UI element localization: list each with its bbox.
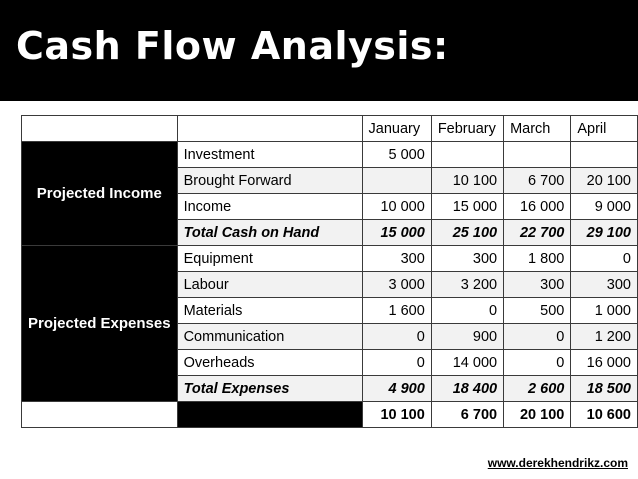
closing-label-cell [177, 402, 362, 428]
table-cell: 0 [362, 350, 431, 376]
row-label: Materials [177, 298, 362, 324]
row-label: Brought Forward [177, 168, 362, 194]
table-cell: 300 [571, 272, 638, 298]
month-header-february: February [431, 116, 503, 142]
table-cell: 0 [431, 298, 503, 324]
row-label: Overheads [177, 350, 362, 376]
month-header-january: January [362, 116, 431, 142]
table-cell: 20 100 [504, 402, 571, 428]
row-label: Labour [177, 272, 362, 298]
table-cell [362, 168, 431, 194]
table-cell: 900 [431, 324, 503, 350]
header-row [22, 116, 638, 142]
table-cell: 1 800 [504, 246, 571, 272]
label-header-cell [177, 116, 362, 142]
table-cell: 3 000 [362, 272, 431, 298]
table-cell: 29 100 [571, 220, 638, 246]
cash-flow-table [21, 115, 638, 428]
table-cell: 20 100 [571, 168, 638, 194]
table-cell: 4 900 [362, 376, 431, 402]
table-cell: 22 700 [504, 220, 571, 246]
footer-website-link[interactable]: www.derekhendrikz.com [487, 456, 628, 470]
table-cell: 10 100 [362, 402, 431, 428]
table-cell: 9 000 [571, 194, 638, 220]
title-bar [0, 0, 638, 101]
closing-corner-cell [22, 402, 178, 428]
row-label: Communication [177, 324, 362, 350]
table-cell: 500 [504, 298, 571, 324]
table-cell: 1 000 [571, 298, 638, 324]
table-cell [431, 142, 503, 168]
table-cell: 3 200 [431, 272, 503, 298]
table-cell: 10 100 [431, 168, 503, 194]
month-header-april: April [571, 116, 638, 142]
table-cell: 1 200 [571, 324, 638, 350]
group-label-expenses: Projected Expenses [22, 246, 178, 402]
table-cell: 16 000 [504, 194, 571, 220]
table-cell: 300 [504, 272, 571, 298]
table-cell: 6 700 [504, 168, 571, 194]
table-cell [571, 142, 638, 168]
table-cell: 5 000 [362, 142, 431, 168]
table-cell [504, 142, 571, 168]
table-cell: 18 500 [571, 376, 638, 402]
page-title: Cash Flow Analysis: [16, 24, 449, 68]
table-row [22, 246, 638, 272]
group-label-income: Projected Income [22, 142, 178, 246]
row-label: Investment [177, 142, 362, 168]
table-cell: 6 700 [431, 402, 503, 428]
closing-balance-row [22, 402, 638, 428]
corner-cell [22, 116, 178, 142]
table-cell: 18 400 [431, 376, 503, 402]
table-cell: 0 [504, 324, 571, 350]
table-cell: 15 000 [431, 194, 503, 220]
table-row [22, 142, 638, 168]
row-label: Equipment [177, 246, 362, 272]
table-cell: 10 000 [362, 194, 431, 220]
table-cell: 14 000 [431, 350, 503, 376]
table-cell: 25 100 [431, 220, 503, 246]
table-cell: 0 [504, 350, 571, 376]
month-header-march: March [504, 116, 571, 142]
table-cell: 300 [362, 246, 431, 272]
row-label: Total Cash on Hand [177, 220, 362, 246]
row-label: Total Expenses [177, 376, 362, 402]
table-cell: 16 000 [571, 350, 638, 376]
row-label: Income [177, 194, 362, 220]
table-cell: 0 [362, 324, 431, 350]
table-cell: 1 600 [362, 298, 431, 324]
table-cell: 0 [571, 246, 638, 272]
table-cell: 10 600 [571, 402, 638, 428]
table-cell: 2 600 [504, 376, 571, 402]
table-cell: 300 [431, 246, 503, 272]
table-cell: 15 000 [362, 220, 431, 246]
